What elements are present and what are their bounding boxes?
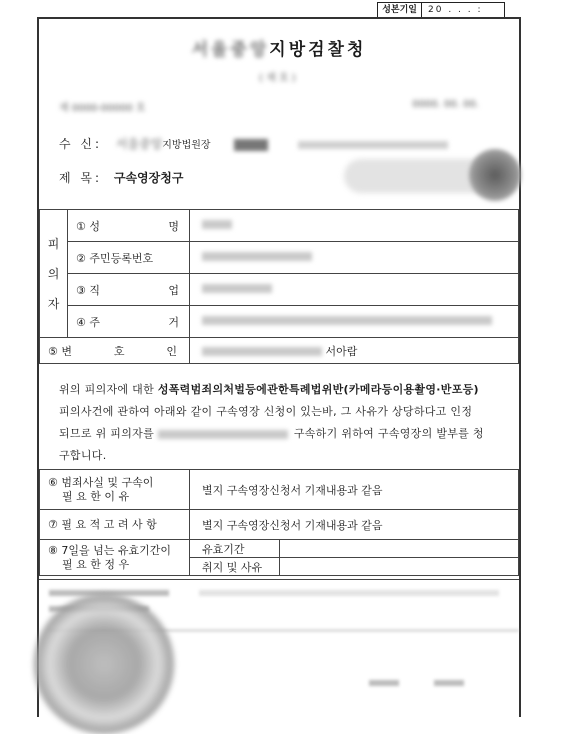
- title-blurred-prefix: 서울중앙: [191, 40, 270, 60]
- date-redacted: 0000. 00. 00.: [412, 99, 479, 110]
- recipient-judge-redacted: [234, 139, 268, 151]
- suspect-job-value: [190, 274, 519, 306]
- suspect-name-redacted: [158, 430, 288, 439]
- recipient-row: [59, 135, 448, 152]
- suspect-id-label: ② 주민등록번호: [68, 242, 190, 274]
- subject-label: 제 목:: [59, 171, 103, 185]
- received-date-label: 성본기일: [378, 3, 422, 17]
- received-date-stamp: [377, 2, 505, 18]
- suspect-address-label: ④ 주 거: [68, 306, 190, 338]
- suspect-name-value: [190, 210, 519, 242]
- suspect-table: [39, 209, 519, 364]
- row7-value: 별지 구속영장신청서 기재내용과 같음: [190, 510, 519, 540]
- court-seal-redacted: [34, 594, 174, 734]
- row6-value: 별지 구속영장신청서 기재내용과 같음: [190, 470, 519, 510]
- recipient-extra-redacted: [298, 141, 448, 149]
- side-char-2: 의: [47, 266, 60, 281]
- suspect-side-label: [40, 210, 68, 338]
- subject-row: [59, 169, 183, 186]
- recipient-court-redacted: 서울중앙: [115, 137, 163, 151]
- reference-number-redacted: 제 0000-00000 호: [59, 103, 146, 114]
- suspect-job-label: ③ 직 업: [68, 274, 190, 306]
- row7-label: ⑦ 필 요 적 고 려 사 항: [40, 510, 190, 540]
- recipient-court-suffix: 지방법원장: [162, 140, 211, 151]
- document-title: [39, 35, 519, 60]
- row8-reason-value: [280, 558, 519, 576]
- recipient-label: 수 신:: [59, 137, 103, 151]
- lawyer-value: [190, 338, 519, 364]
- suspect-id-value: [190, 242, 519, 274]
- document-number-redacted: ( 제 호 ): [259, 73, 296, 84]
- row8-reason-label: 취지 및 사유: [190, 558, 280, 576]
- title-main: 지방검찰청: [269, 40, 367, 60]
- row8-validity-label: 유효기간: [190, 540, 280, 558]
- row8-label: ⑧ 7일을 넘는 유효기간이 필 요 한 정 우: [40, 540, 190, 576]
- prosecutor-seal-redacted: [469, 149, 521, 201]
- warrant-request-document: [37, 17, 521, 717]
- lawyer-name-suffix: 서아람: [325, 344, 358, 358]
- side-char-1: 피: [47, 236, 60, 251]
- subject-value: 구속영장청구: [113, 171, 184, 185]
- request-body-text: 위의 피의자에 대한 성폭력범죄의처벌등에관한특례법위반(카메라등이용촬영·반포등) 피의사건에 관하여 아래와 같이 구속영장 신청이 있는바, 그 사유가 상당하다고 인정 되므로 위 피의자를 구속하기 위하여 구속영장의 발부를 청 구합니다.: [59, 383, 484, 462]
- side-char-3: 자: [47, 296, 60, 311]
- charge-name: 성폭력범죄의처벌등에관한특례법위반(카메라등이용촬영·반포등): [157, 383, 479, 396]
- reasons-table: [39, 469, 519, 576]
- received-date-value: 20 . . . :: [428, 5, 483, 15]
- suspect-name-label: ① 성 명: [68, 210, 190, 242]
- row6-label: ⑥ 범죄사실 및 구속이 필 요 한 이 유: [40, 470, 190, 510]
- suspect-address-value: [190, 306, 519, 338]
- row8-validity-value: [280, 540, 519, 558]
- lawyer-label: ⑤ 변 호 인: [40, 338, 190, 364]
